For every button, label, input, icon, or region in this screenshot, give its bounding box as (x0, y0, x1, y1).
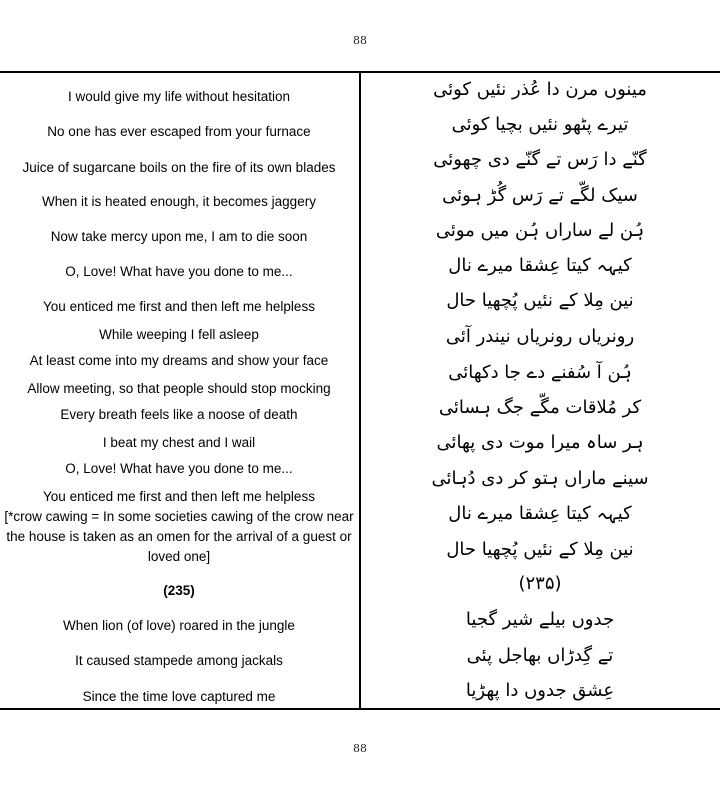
page-number-bottom: 88 (353, 742, 367, 755)
urdu-line: سیک لگّے تے رَس گُڑ ہوئی (442, 185, 638, 206)
urdu-line: گنّے دا رَس تے گنّے دی چھوئی (433, 149, 647, 170)
english-line: When it is heated enough, it becomes jaggery (42, 194, 316, 209)
english-line: O, Love! What have you done to me... (65, 264, 293, 279)
english-line: O, Love! What have you done to me... (65, 461, 293, 476)
urdu-line: تیرے پٹھو نئیں بچیا کوئی (451, 114, 629, 135)
verse-number-urdu: (۲۳۵) (518, 573, 562, 594)
english-line: No one has ever escaped from your furnace (47, 124, 311, 139)
english-line: Now take mercy upon me, I am to die soon (50, 229, 308, 244)
urdu-line: ہُن لے ساراں ہُن میں موئی (435, 220, 645, 241)
urdu-line: ہُن آ سُفنے دے جا دکھائی (448, 362, 632, 383)
urdu-line: کیہہ کیتا عِشقا میرے نال (448, 255, 632, 276)
urdu-line: مینوں مرن دا عُذر نئیں کوئی (433, 79, 647, 100)
footnote: [*crow cawing = In some societies cawing of the crow near the house is taken as an omen for the arrival of a guest or loved one] (4, 509, 354, 564)
urdu-line: کیہہ کیتا عِشقا میرے نال (448, 503, 632, 524)
english-line: At least come into my dreams and show your face (29, 353, 329, 368)
urdu-line: نین مِلا کے نئیں پُچھیا حال (446, 539, 634, 560)
english-line: You enticed me first and then left me helpless (43, 299, 315, 314)
english-line: It caused stampede among jackals (75, 653, 283, 668)
urdu-line: کر مُلاقات مگّے جگ ہسائی (438, 397, 642, 418)
urdu-line: عِشق جدوں دا پھڑیا (465, 680, 615, 701)
urdu-line: رونریاں رونریاں نیندر آئی (445, 326, 635, 347)
page-number-top: 88 (353, 34, 367, 47)
urdu-line: ہر ساہ میرا موت دی پھائی (436, 432, 644, 453)
urdu-line: جدوں بیلے شیر گجیا (465, 609, 615, 630)
english-line: I beat my chest and I wail (102, 435, 256, 450)
urdu-line: نین مِلا کے نئیں پُچھیا حال (446, 290, 634, 311)
english-line: Allow meeting, so that people should stop mocking (27, 381, 331, 396)
english-line: While weeping I fell asleep (99, 327, 259, 342)
english-line: Juice of sugarcane boils on the fire of its own blades (22, 160, 336, 175)
english-line: You enticed me first and then left me helpless (43, 489, 315, 504)
english-line: Every breath feels like a noose of death (60, 407, 298, 422)
english-line: I would give my life without hesitation (67, 89, 291, 104)
bottom-rule (0, 708, 720, 710)
urdu-line: تے گِدڑاں بھاجل پئی (466, 645, 614, 666)
english-line: When lion (of love) roared in the jungle (63, 618, 295, 633)
verse-number: (235) (163, 583, 195, 598)
english-line: Since the time love captured me (82, 689, 276, 704)
urdu-line: سینے ماراں ہتو کر دی دُہائی (431, 468, 649, 489)
column-divider (359, 72, 361, 709)
